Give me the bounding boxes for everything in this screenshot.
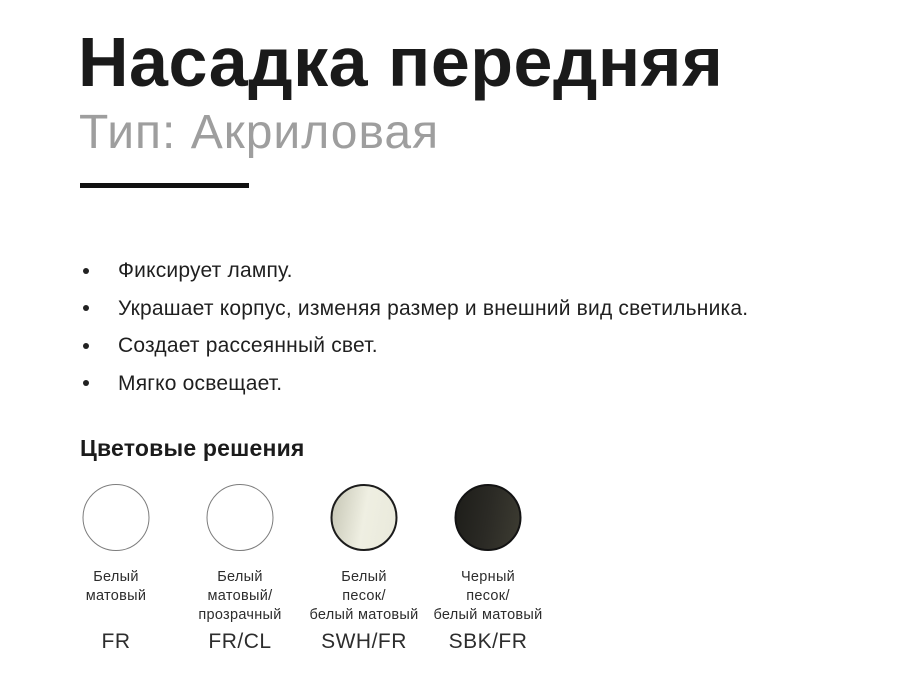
swatch-label-line: матовый <box>85 588 147 604</box>
swatch-code: FR/CL <box>208 630 272 653</box>
color-circle-white-matte-clear <box>207 484 274 551</box>
bullet-icon <box>83 343 89 349</box>
swatch-label-line: песок/ <box>466 588 510 604</box>
swatch-label <box>198 568 281 625</box>
swatch-label-line: Черный <box>460 569 516 585</box>
bullet-icon <box>83 380 89 386</box>
title-divider <box>80 183 249 188</box>
feature-item <box>80 327 870 365</box>
swatch-label <box>309 568 418 625</box>
color-circle-white-matte <box>83 484 150 551</box>
feature-list <box>80 252 870 402</box>
swatch-label-line: песок/ <box>342 588 386 604</box>
swatch-label <box>433 568 542 625</box>
bullet-icon <box>83 268 89 274</box>
swatch-sbk-fr <box>426 484 550 674</box>
bullet-icon <box>83 305 89 311</box>
color-circle-white-sand <box>331 484 398 551</box>
swatch-code: SWH/FR <box>321 630 407 653</box>
color-circle-black-sand <box>455 484 522 551</box>
swatch-fr-cl <box>178 484 302 674</box>
colors-heading: Цветовые решения <box>80 435 305 461</box>
page-title: Насадка передняя <box>78 23 724 101</box>
feature-text: Украшает корпус, изменяя размер и внешний вид светильника. <box>118 296 749 320</box>
page-subtitle: Тип: Акриловая <box>79 106 440 159</box>
swatch-label-line: белый матовый <box>309 607 419 623</box>
swatch-label <box>86 568 147 606</box>
swatch-label-line: Белый <box>217 569 263 585</box>
swatch-code: SBK/FR <box>448 630 528 653</box>
swatch-label-line: матовый/ <box>207 588 273 604</box>
feature-text: Создает рассеянный свет. <box>118 334 378 357</box>
feature-text: Фиксирует лампу. <box>118 259 293 282</box>
feature-text: Мягко освещает. <box>118 371 283 395</box>
swatch-label-line: прозрачный <box>198 607 282 623</box>
swatch-label-line: белый матовый <box>433 607 543 623</box>
swatch-fr <box>54 484 178 674</box>
swatch-code: FR <box>101 630 131 653</box>
swatch-label-line: Белый <box>341 569 387 585</box>
feature-item <box>80 290 870 328</box>
feature-item <box>80 365 870 403</box>
feature-item <box>80 252 870 290</box>
swatch-swh-fr <box>302 484 426 674</box>
swatch-label-line: Белый <box>93 569 139 585</box>
swatch-row <box>54 484 550 674</box>
